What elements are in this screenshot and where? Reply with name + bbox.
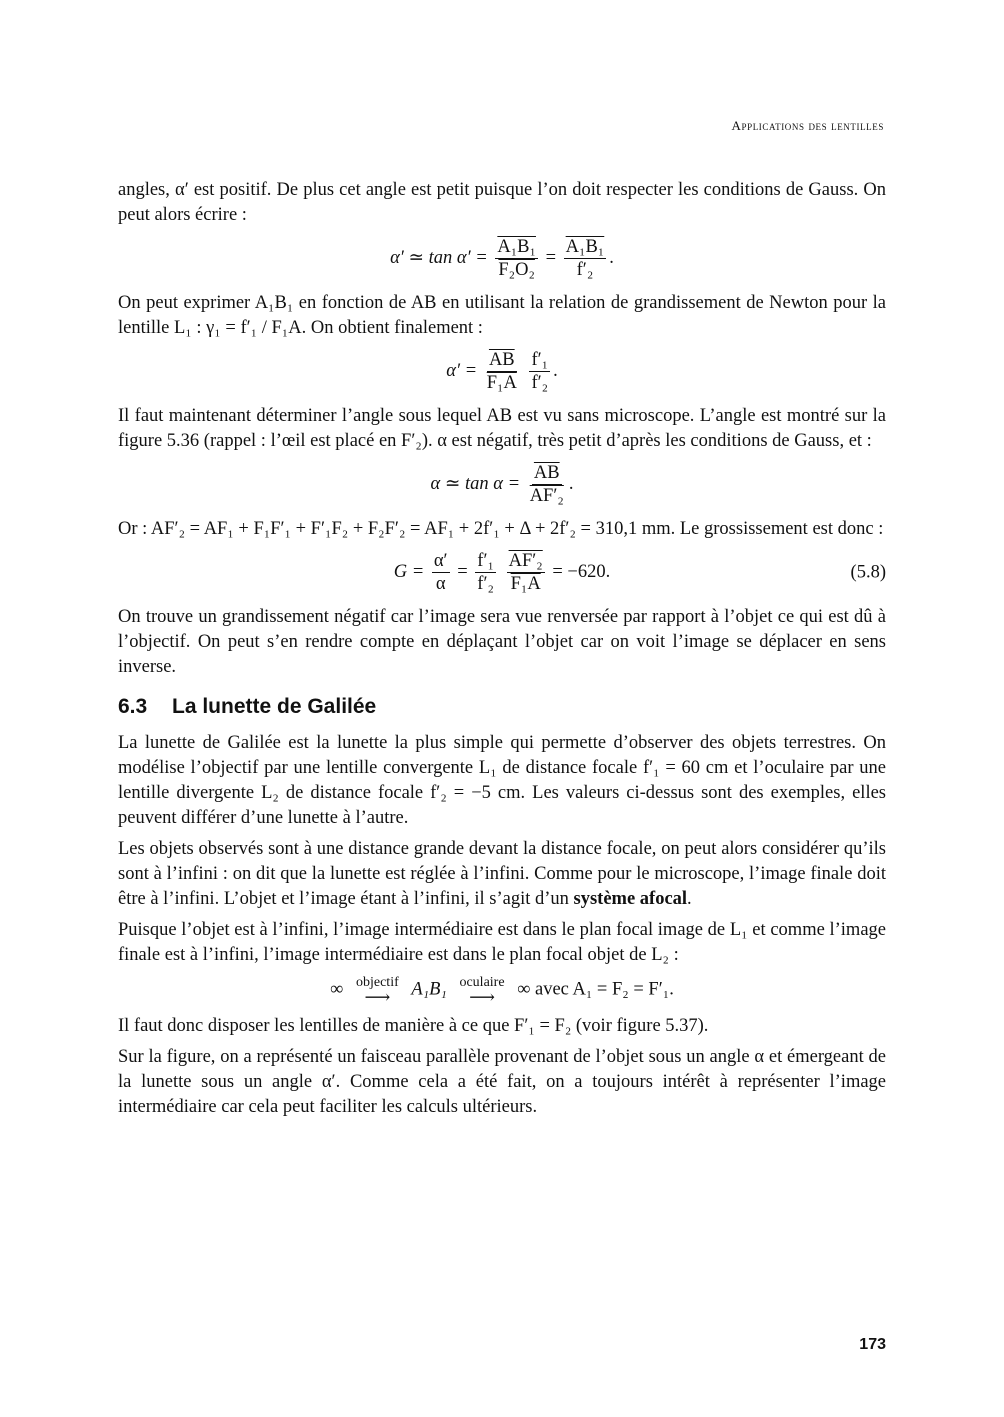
- fraction: [485, 349, 519, 394]
- denominator: F₂O₂: [498, 260, 535, 280]
- fraction: [475, 550, 496, 595]
- period: .: [553, 360, 558, 381]
- fraction: [507, 550, 545, 595]
- numerator: f′₁: [531, 350, 549, 370]
- arrow-objectif: [355, 975, 399, 1007]
- equation-grossissement: [118, 550, 886, 595]
- paragraph: Puisque l’objet est à l’infini, l’image intermédiaire est dans le plan focal image de L₁ et comme l’image finale est à l’infini, l’image intermédiaire est dans le plan focal objet de L₂ :: [118, 920, 886, 965]
- running-head: Applications des lentilles: [731, 118, 884, 133]
- equation-image-chain: [118, 975, 886, 1007]
- equation-number: (5.8): [850, 562, 886, 582]
- paragraph: [118, 837, 886, 912]
- numerator: A₁B₁: [497, 237, 536, 257]
- paragraph: On trouve un grandissement négatif car l’image sera vue renversée par rapport à l’objet ce qui est dû à l’objectif. On peut s’en rendre compte en déplaçant l’objet car on voit l’image se déplacer en sens inverse.: [118, 607, 886, 677]
- numerator: $\overline{AB}$: [533, 463, 560, 483]
- equation-lhs: α′ ≃ tan α′ =: [390, 247, 488, 268]
- intermediate-image: A₁B₁: [411, 979, 447, 1000]
- denominator: f′₂: [477, 574, 494, 594]
- equals-sign: =: [545, 247, 557, 268]
- numerator: f′₁: [477, 551, 494, 571]
- numerator: AF′₂: [508, 551, 543, 571]
- right-arrow-icon: ⟶: [364, 987, 391, 1007]
- paragraph: La lunette de Galilée est la lunette la plus simple qui permette d’observer des objets terrestres. On modélise l’objectif par une lentille convergente L₁ de distance focale f′₁ = 60 cm et l’oculaire par une lentille divergente L₂ de distance focale f′₂ = −5 cm. Les valeurs ci-dessus sont des exemples, elles peuvent différer d’une lunette à l’autre.: [118, 733, 886, 828]
- fraction: [564, 236, 607, 281]
- paragraph-text: Les objets observés sont à une distance grande devant la distance focale, on peut alors considérer qu’ils sont à l’infini : on dit que la lunette est réglée à l’infini. Comme pour le microscope, l’image finale doit être à l’infini. L’objet et l’image étant à l’infini, il s’agit d’un: [118, 839, 886, 909]
- equation-rhs: = −620.: [552, 561, 611, 582]
- paragraph-text: .: [687, 889, 692, 909]
- equation-lhs: G =: [393, 561, 425, 582]
- equation-alpha-prime-final: [118, 349, 886, 394]
- fraction: [529, 349, 550, 394]
- paragraph: On peut exprimer A₁B₁ en fonction de AB en utilisant la relation de grandissement de Newton pour la lentille L₁ : γ₁ = f′₁ / F₁A. On obtient finalement :: [118, 293, 886, 338]
- arrow-label: objectif: [355, 975, 399, 990]
- denominator: f′₂: [576, 260, 594, 280]
- paragraph: Or : AF′₂ = AF₁ + F₁F′₁ + F′₁F₂ + F₂F′₂ = AF₁ + 2f′₁ + Δ + 2f′₂ = 310,1 mm. Le grossissement est donc :: [118, 519, 884, 539]
- paragraph: Il faut donc disposer les lentilles de manière à ce que F′₁ = F₂ (voir figure 5.37).: [118, 1016, 709, 1036]
- infinity-symbol: ∞: [330, 979, 344, 1000]
- equation-alpha-prime: [118, 236, 886, 281]
- paragraph: angles, α′ est positif. De plus cet angle est petit puisque l’on doit respecter les conditions de Gauss. On peut alors écrire :: [118, 180, 886, 225]
- fraction: [528, 462, 566, 507]
- equals-sign: =: [457, 561, 468, 582]
- arrow-oculaire: [459, 975, 505, 1007]
- right-arrow-icon: ⟶: [469, 987, 495, 1007]
- equation-lhs: α ≃ tan α =: [430, 473, 521, 494]
- numerator: A₁B₁: [565, 237, 605, 257]
- denominator: f′₂: [531, 373, 549, 393]
- section-title: La lunette de Galilée: [172, 695, 377, 718]
- section-number: 6.3: [118, 695, 148, 718]
- page-number: 173: [859, 1336, 886, 1353]
- arrow-label: oculaire: [459, 975, 505, 990]
- denominator: α: [435, 574, 446, 594]
- equation-rhs: ∞ avec A₁ = F₂ = F′₁.: [517, 979, 674, 1000]
- period: .: [609, 247, 614, 268]
- equation-lhs: α′ =: [446, 360, 478, 381]
- numerator: α′: [433, 551, 448, 571]
- period: .: [568, 473, 574, 494]
- equation-alpha: [118, 462, 886, 507]
- denominator: AF′₂: [529, 486, 564, 506]
- paragraph: Sur la figure, on a représenté un faisceau parallèle provenant de l’objet sous un angle α et émergeant de la lunette sous un angle α′. Comme cela a été fait, on a toujours intérêt à représenter l’image intermédiaire car cela peut faciliter les calculs ultérieurs.: [118, 1047, 886, 1117]
- fraction: [495, 236, 538, 281]
- paragraph: Il faut maintenant déterminer l’angle sous lequel AB est vu sans microscope. L’angle est montré sur la figure 5.36 (rappel : l’œil est placé en F′₂). α est négatif, très petit d’après les conditions de Gauss, et :: [118, 406, 886, 451]
- page-body: [118, 178, 886, 1126]
- denominator: F₁A: [486, 373, 517, 393]
- denominator: F₁A: [510, 574, 541, 594]
- bold-term: système afocal: [573, 889, 688, 909]
- fraction: [432, 550, 450, 595]
- section-heading: [118, 694, 886, 719]
- numerator: $\overline{AB}$: [488, 350, 515, 370]
